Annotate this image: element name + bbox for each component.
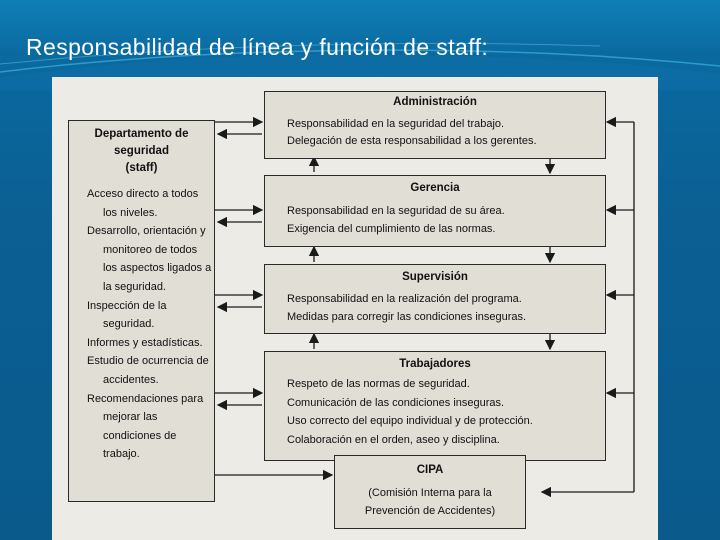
cipa-line1: (Comisión Interna para la: [368, 487, 492, 499]
level-title: Gerencia: [410, 182, 460, 194]
level-line: Colaboración en el orden, aseo y disciplina.: [287, 433, 500, 446]
level-title: Supervisión: [402, 271, 468, 283]
level-title: Administración: [393, 96, 477, 108]
level-box-trabajadores: [264, 351, 606, 461]
level-line: Exigencia del cumplimiento de las normas.: [287, 223, 496, 235]
cipa-title: CIPA: [416, 464, 444, 476]
level-line: Respeto de las normas de seguridad.: [287, 378, 470, 390]
cipa-line2: Prevención de Accidentes): [364, 505, 496, 517]
staff-title-line1: Departamento de: [94, 128, 189, 140]
staff-item: Desarrollo, orientación y monitoreo de todos los aspectos ligados a la seguridad.: [87, 225, 212, 293]
level-title: Trabajadores: [399, 358, 471, 370]
org-diagram: [52, 77, 658, 540]
slide-title: Responsabilidad de línea y función de staff:: [26, 34, 489, 60]
level-line: Responsabilidad en la realización del programa.: [287, 293, 522, 305]
staff-item: Estudio de ocurrencia de accidentes.: [87, 355, 209, 386]
level-line: Responsabilidad en la seguridad del trabajo.: [287, 118, 505, 130]
staff-item: Inspección de la seguridad.: [87, 299, 167, 331]
level-line: Delegación de esta responsabilidad a los gerentes.: [287, 135, 537, 147]
staff-item: Acceso directo a todos los niveles.: [87, 188, 199, 219]
cipa-box: [334, 455, 526, 529]
level-line: Uso correcto del equipo individual y de protección.: [287, 415, 533, 427]
staff-item: Informes y estadísticas.: [87, 336, 203, 349]
level-box-administracion: [264, 91, 606, 159]
level-line: Medidas para corregir las condiciones inseguras.: [287, 311, 527, 323]
level-line: Responsabilidad en la seguridad de su área.: [287, 205, 505, 217]
staff-item: Recomendaciones para mejorar las condiciones de trabajo.: [87, 392, 204, 461]
staff-title-line2: seguridad: [114, 145, 169, 157]
staff-department-box: [68, 120, 215, 502]
level-line: Comunicación de las condiciones inseguras.: [287, 396, 505, 409]
staff-title-line3: (staff): [125, 162, 158, 174]
level-box-gerencia: [264, 175, 606, 247]
level-box-supervision: [264, 264, 606, 334]
